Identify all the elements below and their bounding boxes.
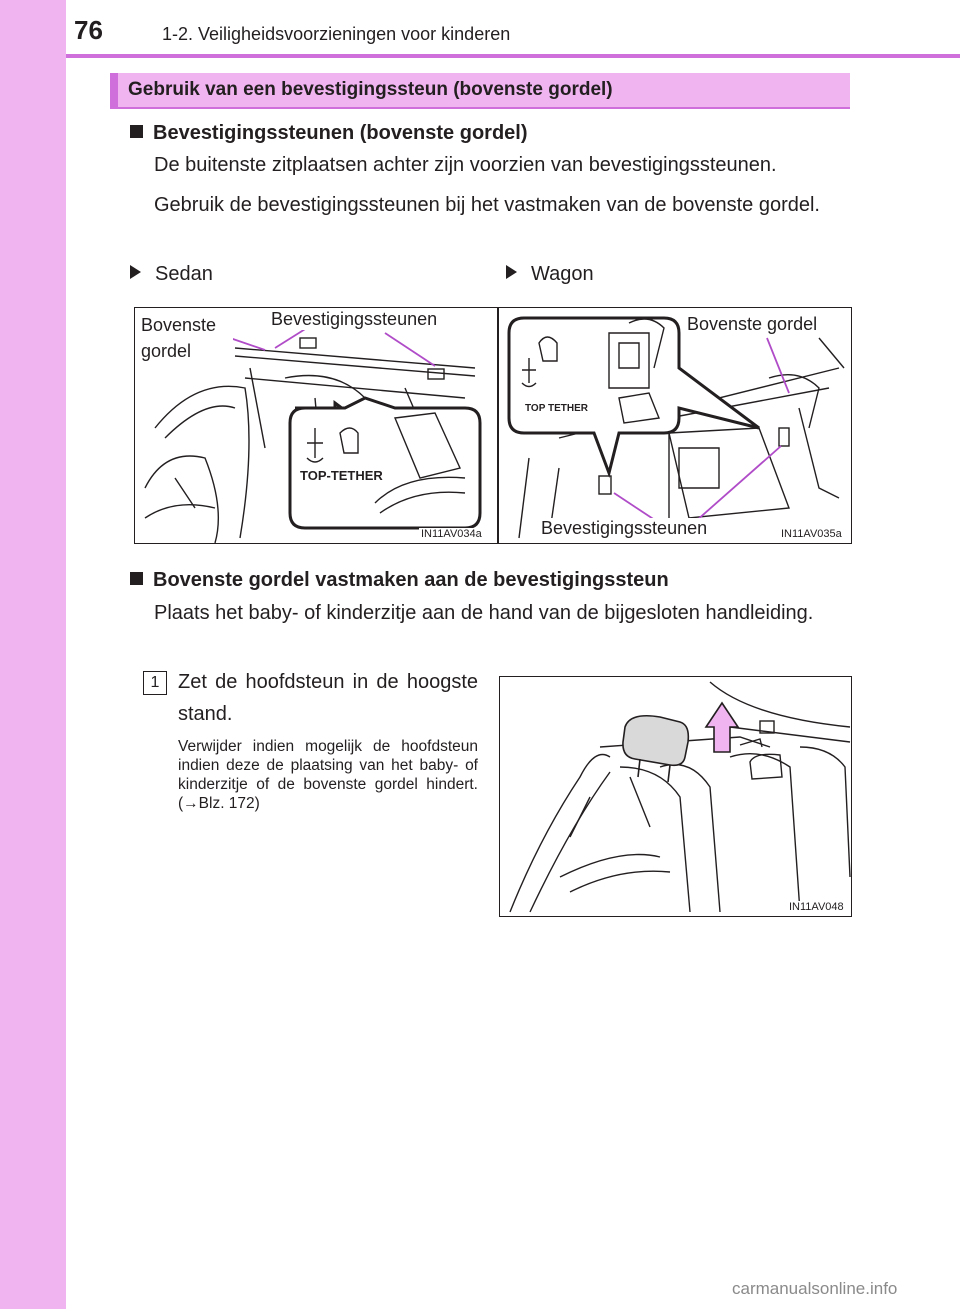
label-anchors-sedan: Bevestigingssteunen	[271, 309, 438, 329]
label-top-belt-wagon: Bovenste gordel	[687, 314, 818, 334]
watermark: carmanualsonline.info	[732, 1279, 898, 1298]
caption-wagon-text: Wagon	[531, 263, 594, 285]
triangle-bullet-icon	[130, 265, 141, 279]
paragraph-anchors-1: De buitenste zitplaatsen achter zijn voorzien van bevestigingssteunen.	[154, 154, 777, 176]
label-anchors-wagon: Bevestigingssteunen	[541, 518, 708, 538]
wagon-drawing	[499, 308, 851, 543]
figure-code-headrest: IN11AV048	[789, 901, 844, 913]
section-title-bar	[110, 73, 850, 107]
caption-sedan	[130, 263, 213, 286]
page-number: 76	[74, 15, 103, 45]
headrest-illustration	[499, 676, 852, 917]
figure-code-sedan: IN11AV034a	[421, 528, 482, 540]
square-bullet-icon	[130, 125, 143, 138]
chapter-title: 1-2. Veiligheidsvoorzieningen voor kinderen	[162, 24, 511, 44]
section-stripe	[110, 73, 118, 107]
section-title: Gebruik van een bevestigingssteun (bovenste gordel)	[128, 79, 613, 100]
label-top-belt-sedan: Bovenste gordel	[139, 312, 233, 364]
section-underline	[110, 107, 850, 109]
caption-wagon	[506, 263, 594, 286]
heading-attach-text: Bovenste gordel vastmaken aan de bevestigingssteun	[153, 569, 669, 591]
square-bullet-icon	[130, 572, 143, 585]
caption-sedan-text: Sedan	[155, 263, 213, 285]
top-tether-icon-text-wagon: TOP TETHER	[525, 403, 588, 414]
heading-anchors-text: Bevestigingssteunen (bovenste gordel)	[153, 122, 528, 144]
paragraph-attach: Plaats het baby- of kinderzitje aan de hand van de bijgesloten handleiding.	[154, 602, 814, 624]
heading-anchors	[130, 122, 528, 145]
paragraph-anchors-2: Gebruik de bevestigingssteunen bij het vastmaken van de bovenste gordel.	[154, 194, 820, 216]
triangle-bullet-icon	[506, 265, 517, 279]
wagon-illustration	[498, 307, 852, 544]
step-number: 1	[143, 671, 167, 695]
step-text: Zet de hoofdsteun in de hoogste stand.	[178, 671, 478, 725]
heading-attach	[130, 569, 669, 592]
top-tether-icon-text: TOP-TETHER	[300, 468, 383, 483]
figure-code-wagon: IN11AV035a	[781, 528, 842, 540]
sedan-illustration	[134, 307, 498, 544]
side-tab	[0, 0, 66, 1309]
header-rule	[66, 54, 960, 58]
headrest-drawing	[500, 677, 851, 916]
step-note: Verwijder indien mogelijk de hoofdsteun indien deze de plaatsing van het baby- of kinderzitje of de bovenste gordel hindert. (→Blz. 172)	[178, 738, 478, 812]
